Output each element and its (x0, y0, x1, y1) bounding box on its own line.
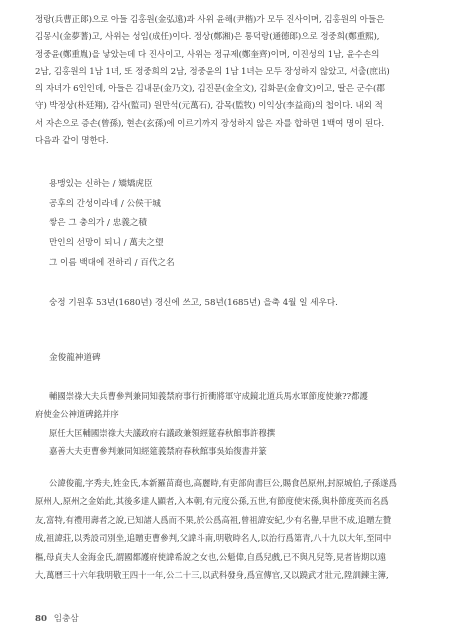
intro-line: 서 자손으로 증손(曾孫), 현손(玄孫)에 이르기까지 장성하지 않은 자를 합하면 1백여 명이 된다. (35, 118, 385, 129)
inscription-title-block (35, 387, 448, 461)
body-line: 成,祖諱莊,以秀設司別坐,追贈吏曹參判,父諱斗南,明敬時名人,以治行爲第青,八十九以大年,至同中 (35, 533, 392, 544)
intro-line: 김몽시(金夢蓍)고, 사위는 성임(成任)이다. 정상(鄭湘)은 통덕랑(通德郞)으로 정중희(鄭重熙), (35, 32, 380, 43)
intro-line: 정중윤(鄭重胤)을 낳았는데 다 진사이고, 사위는 정규제(鄭奎齊)이며, 이진성의 1남, 윤수손의 (35, 49, 380, 60)
intro-line: 2남, 김홍원의 1남 1녀, 또 정중희의 2남, 정중윤의 1남 1녀는 모두 장성하지 않았고, 서출(庶出) (35, 66, 390, 77)
title-line: 輔國崇祿大夫兵曹參判兼同知義禁府事行折衝將軍守成鏡北道兵馬水軍節度使兼??都護 (49, 391, 368, 401)
intro-line: 정랑(兵曹正郞)으로 아들 김홍원(金弘遠)과 사위 윤해(尹楷)가 모두 진사이며, 김홍원의 아들은 (35, 15, 385, 25)
inscription-body-block (35, 474, 448, 584)
intro-line: 의 자녀가 6인인데, 아들은 김내문(金乃文), 김진문(金全文), 김화문(金會文)이고, 딸은 군수(郡 (35, 84, 385, 95)
body-line: 公諱俊龍,字秀夫,姓金氏,本新羅苗裔也,高麗時,有吏部尙書巨公,賜食邑原州,封原城伯,子孫遂爲 (49, 478, 397, 488)
title-line: 嘉善大夫吏曹參判兼同知經筵義禁府春秋館事吳始復書并篆 (49, 446, 267, 457)
body-line: 樞,母貞夫人金海金氏,謂國都護府使諱希說之女也,公魁偉,自爲兒戲,已不與凡兒等,見者皆期以遠 (35, 551, 386, 562)
page-number: 80 (35, 614, 47, 624)
intro-line: 다음과 같이 명한다. (35, 136, 109, 147)
body-line: 友,富特,有禮用壽者之說,已知諸人爲而不果,於公爲高祖,曾祖諱安紀,少有名譽,早世不成,追贈左贊 (35, 514, 392, 525)
body-line: 大,萬曆三十六年我明敬王四十一年,公二十三,以武科發身,爲宣傳官,又以蹺武才壯元,陞訓鍊主簿, (35, 570, 389, 581)
poem-line: 용맹있는 신하는 / 矯矯虎臣 (49, 179, 153, 189)
section-heading: 金俊龍神道碑 (49, 353, 101, 363)
poem-line: 만인의 선망이 되니 / 萬夫之望 (49, 238, 164, 249)
title-line: 原任大匡輔國崇祿大夫議政府右議政兼領經筵春秋館事許穆撰 (49, 427, 276, 438)
date-note: 숭정 기원후 53년(1680년) 경신에 쓰고, 58년(1685년) 을축 4월 일 세우다. (49, 298, 338, 308)
poem-line: 쌓은 그 충의가 / 忠義之積 (49, 218, 148, 229)
poem-line: 공후의 간성이라네 / 公侯干城 (49, 198, 161, 209)
intro-paragraph (35, 12, 448, 150)
running-title: 임충삼 (53, 614, 79, 624)
inscription-poem (49, 175, 175, 274)
title-line: 府使金公神道碑銘并序 (35, 409, 119, 420)
body-line: 原州人,原州之金始此,其後多達人顯者,入本朝,有元度公孫,五世,有節度使宋孫,與朴節度英而名爲 (35, 496, 389, 507)
page-footer (35, 612, 79, 624)
poem-line: 그 이름 백대에 전하리 / 百代之名 (49, 257, 175, 268)
intro-line: 守) 박정상(朴廷翔), 감사(監司) 원만석(元萬石), 감목(監牧) 이익상(李益商)의 첩이다. 내외 적 (35, 101, 383, 112)
